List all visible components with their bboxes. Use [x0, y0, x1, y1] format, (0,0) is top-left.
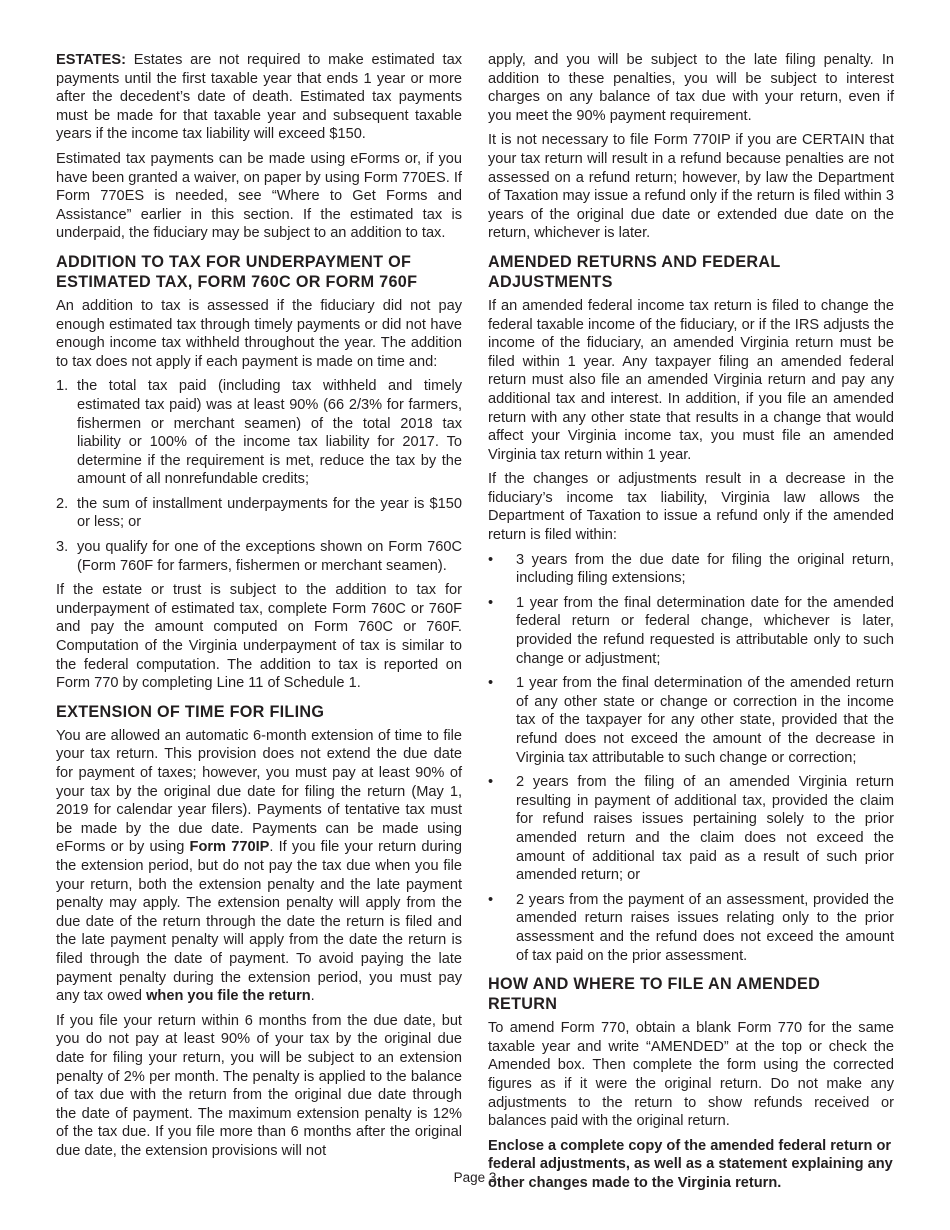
form-770ip-note: It is not necessary to file Form 770IP if you are CERTAIN that your tax return will result in a refund because penalties are not assessed on a refund return; however, by law the Department of Taxation may issue a refund only if the return is filed within 3 years of the original due date or extended due date on the return, whichever is later. — [488, 132, 894, 242]
list-item-text: the sum of installment underpayments for the year is $150 or less; or — [77, 495, 462, 531]
list-item — [488, 891, 894, 965]
list-item-text: 1 year from the final determination date for the amended federal return or federal change, whichever is later, provided the refund requested is attributable only to such change or adjustment; — [516, 594, 894, 667]
bullet: • — [488, 551, 494, 568]
estates-lead: ESTATES: — [56, 52, 126, 68]
how-to-file-heading: HOW AND WHERE TO FILE AN AMENDED RETURN — [488, 975, 821, 1014]
underpayment-heading: ADDITION TO TAX FOR UNDERPAYMENT OF ESTIMATED TAX, FORM 760C OR FORM 760F — [56, 252, 418, 291]
list-number: 3. — [56, 539, 69, 556]
page-number: Page 3 — [453, 1170, 497, 1185]
list-item-text: you qualify for one of the exceptions shown on Form 760C (Form 760F for farmers, fishermen or merchant seamen). — [77, 539, 462, 574]
amended-returns-heading: AMENDED RETURNS AND FEDERAL ADJUSTMENTS — [488, 252, 781, 291]
list-item-text: 2 years from the payment of an assessment, provided the amended return raises issues relating only to the prior assessment and the refund does not exceed the amount of tax paid on the prior assessment. — [516, 891, 894, 964]
extension-text-b: . If you file your return during the extension period, but do not pay the tax due when you file your return, both the extension penalty and the late payment penalty may apply. The extension penalty will apply from the due date of the return through the date the return is filed and the late payment penalty will apply from the date the return is filed through the date of payment. To avoid paying the late payment penalty during the extension period, you must pay any tax owed — [56, 839, 462, 1005]
when-you-file-bold: when you file the return — [146, 988, 311, 1005]
amended-paragraph-1: If an amended federal income tax return is filed to change the federal taxable income of the fiduciary, or if the IRS adjusts the income of the fiduciary, an amended Virginia return must be filed within 1 year. Any taxpayer filing an amended federal return must also file an amended Virginia return and pay any additional tax and interest. In addition, if you file an amended return with any other state that results in a change that would affect your Virginia income tax, you must file an amended Virginia tax return within 1 year. — [488, 297, 894, 463]
amended-paragraph-2: If the changes or adjustments result in a decrease in the fiduciary’s income tax liability, Virginia law allows the Department of Taxation to issue a refund only if the amended return is filed within: — [488, 471, 894, 544]
extension-text-c: . — [310, 988, 315, 1005]
extension-heading: EXTENSION OF TIME FOR FILING — [56, 702, 325, 721]
list-item-text: the total tax paid (including tax withheld and timely estimated tax paid) was at least 90% (66 2/3% for farmers, fishermen or merchant seamen) of the total 2018 tax liability or 100% of the income tax liability for 2017. To determine if the requirement is met, reduce the tax by the amount of all nonrefundable credits; — [77, 378, 462, 488]
bullet: • — [488, 774, 494, 791]
list-item — [56, 538, 462, 575]
extension-paragraph-1 — [56, 727, 462, 1006]
list-item — [56, 495, 462, 532]
list-number: 2. — [56, 495, 69, 512]
extension-paragraph-2: If you file your return within 6 months from the due date, but you do not pay at least 90% of your tax by the original due date for filing your return, you will be subject to an extension penalty of 2% per month. The penalty is applied to the balance of tax due with the return from the original due date through the date of payment. The maximum extension penalty is 12% of the tax due. If you file more than 6 months after the original due date, the extension provisions will not — [56, 1012, 462, 1159]
how-to-file-paragraph-2: Enclose a complete copy of the amended federal return or federal adjustments, as well as a statement explaining any other changes made to the Virginia return. — [488, 1137, 893, 1191]
list-item-text: 1 year from the final determination of the amended return of any other state or change or correction in the income tax of the taxpayer for any other state, provided that the refund does not exceed the amount of the decrease in Virginia tax attributable to such change or correction; — [516, 675, 894, 766]
list-item-text: 3 years from the due date for filing the original return, including filing extensions; — [516, 551, 894, 587]
estimated-payments-paragraph: Estimated tax payments can be made using eForms or, if you have been granted a waiver, on paper by using Form 770ES. If Form 770ES is needed, see “Where to Get Forms and Assistance” earlier in this section. If the estimated tax is underpaid, the fiduciary may be subject to an addition to tax. — [56, 150, 462, 242]
bullet: • — [488, 594, 494, 611]
bullet: • — [488, 891, 494, 908]
estates-text: Estates are not required to make estimated tax payments until the first taxable year that ends 1 year or more after the decedent’s date of death. Estimated tax payments must be made for that taxable year and subsequent taxable years if the income tax liability will exceed $150. — [56, 52, 462, 143]
left-column — [56, 51, 462, 1166]
extension-continuation: apply, and you will be subject to the late filing penalty. In addition to these penalties, you will be subject to interest charges on any balance of tax due with your return, even if you meet the 90% payment requirement. — [488, 52, 894, 124]
list-item — [488, 594, 894, 668]
underpayment-intro: An addition to tax is assessed if the fiduciary did not pay enough estimated tax through timely payments or did not have enough income tax withheld throughout the year. The addition to tax does not apply if each payment is made on time and: — [56, 297, 462, 370]
conditions-list — [56, 377, 462, 575]
list-item — [488, 773, 894, 885]
bullet: • — [488, 675, 494, 692]
how-to-file-paragraph-1: To amend Form 770, obtain a blank Form 770 for the same taxable year and write “AMENDED” at the top or check the Amended box. Then complete the form using the corrected figures as if it were the original return. Do not make any adjustments to the return to show refunds received or balances paid with the original return. — [488, 1020, 894, 1130]
underpayment-closing: If the estate or trust is subject to the addition to tax for underpayment of estimated tax, complete Form 760C or 760F and pay the amount computed on Form 760C or 760F. Computation of the Virginia underpayment of tax is similar to the federal computation. The addition to tax is reported on Form 770 by completing Line 11 of Schedule 1. — [56, 582, 462, 692]
right-column — [488, 51, 894, 1198]
estates-paragraph — [56, 51, 462, 144]
list-item — [488, 551, 894, 588]
list-item — [488, 674, 894, 767]
extension-text-a: You are allowed an automatic 6-month extension of time to file your tax return. This provision does not extend the due date for payment of taxes; however, you must pay at least 90% of your tax by the original due date for filing the return (May 1, 2019 for calendar year filers). Payments of tentative tax must be made by the due date. Payments can be made using eForms or by using — [56, 727, 462, 856]
refund-windows-list — [488, 551, 894, 965]
list-item — [56, 377, 462, 489]
form-770ip-bold: Form 770IP — [189, 839, 270, 856]
list-number: 1. — [56, 378, 69, 395]
list-item-text: 2 years from the filing of an amended Virginia return resulting in payment of additional tax, provided the claim for refund raises issues pertaining solely to the prior amended return and the claim does not exceed the amount of additional tax paid as a result of such prior amended return; or — [516, 774, 894, 884]
